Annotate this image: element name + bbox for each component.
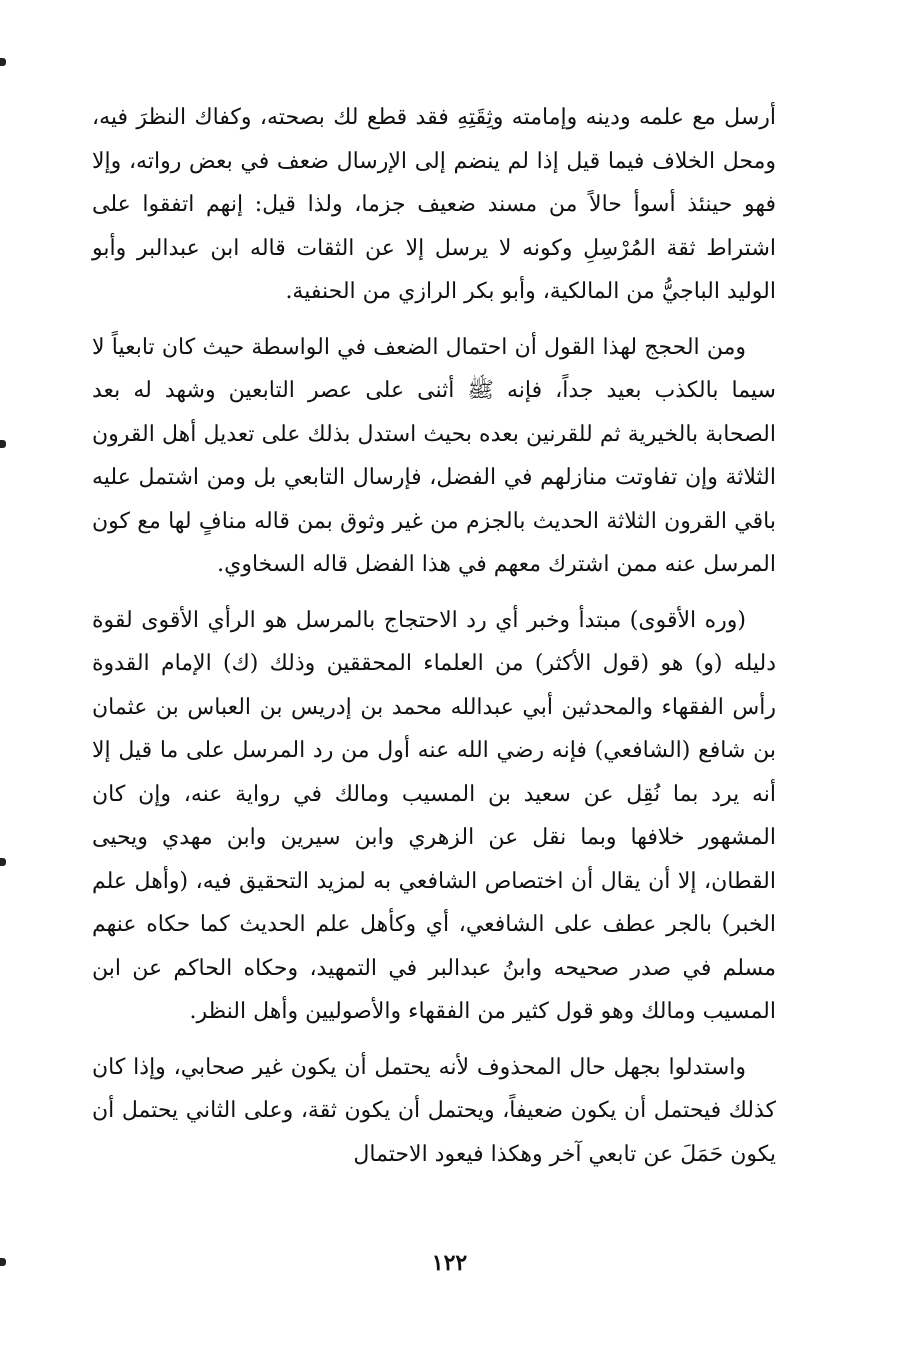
scan-edge-mark: [0, 58, 6, 66]
paragraph-continued: أرسل مع علمه ودينه وإمامته وثِقَتِهِ فقد قطع لك بصحته، وكفاك النظرَ فيه، ومحل الخلاف فيما قيل إذا لم ينضم إلى الإرسال ضعف في بعض رواته، وإلا فهو حينئذ أسوأ حالاً من مسند ضعيف جزما، ولذا قيل: إنهم اتفقوا على اشتراط ثقة المُرْسِلِ وكونه لا يرسل إلا عن الثقات قاله ابن عبدالبر وأبو الوليد الباجيُّ من المالكية، وأبو بكر الرازي من الحنفية.: [92, 105, 776, 304]
body-text: [92, 96, 776, 1176]
page-number: ١٢٢: [431, 1250, 468, 1276]
paragraph: (وره الأقوى) مبتدأ وخبر أي رد الاحتجاج بالمرسل هو الرأي الأقوى لقوة دليله (و) هو (قول الأكثر) من العلماء المحققين وذلك (ك) الإمام القدوة رأس الفقهاء والمحدثين أبي عبدالله محمد بن إدريس بن العباس بن عثمان بن شافع (الشافعي) فإنه رضي الله عنه أول من رد المرسل على ما قيل إلا أنه يرد بما نُقِل عن سعيد بن المسيب ومالك في رواية عنه، وإن كان المشهور خلافها وبما نقل عن الزهري وابن سيرين وابن مهدي ويحيى القطان، إلا أن يقال أن اختصاص الشافعي به لمزيد التحقيق فيه، (وأهل علم الخبر) بالجر عطف على الشافعي، أي وكأهل علم الحديث كما حكاه عنهم مسلم في صدر صحيحه وابنُ عبدالبر في التمهيد، وحكاه الحاكم عن ابن المسيب ومالك وهو قول كثير من الفقهاء والأصوليين وأهل النظر.: [92, 607, 776, 1024]
paragraph: واستدلوا بجهل حال المحذوف لأنه يحتمل أن يكون غير صحابي، وإذا كان كذلك فيحتمل أن يكون ضعيفاً، ويحتمل أن يكون ثقة، وعلى الثاني يحتمل أن يكون حَمَلَ عن تابعي آخر وهكذا فيعود الاحتمال: [92, 1054, 776, 1167]
scan-edge-mark: [0, 858, 6, 866]
scan-edge-mark: [0, 440, 6, 448]
paragraph: ومن الحجج لهذا القول أن احتمال الضعف في الواسطة حيث كان تابعياً لا سيما بالكذب بعيد جداً، فإنه ﷺ أثنى على عصر التابعين وشهد له بعد الصحابة بالخيرية ثم للقرنين بعده بحيث استدل بذلك على تعديل أهل القرون الثلاثة وإن تفاوتت منازلهم في الفضل، فإرسال التابعي بل ومن اشتمل عليه باقي القرون الثلاثة الحديث بالجزم من غير وثوق بمن قاله منافٍ لها مع كون المرسل عنه ممن اشترك معهم في هذا الفضل قاله السخاوي.: [92, 334, 776, 577]
